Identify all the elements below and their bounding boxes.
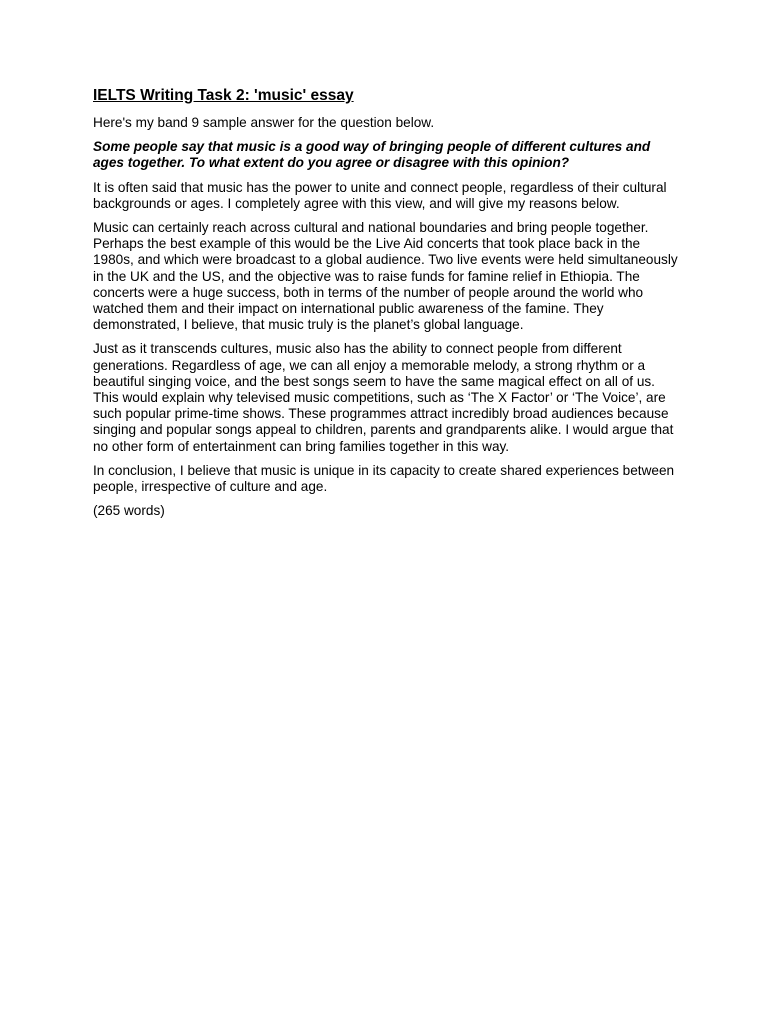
intro-text: Here's my band 9 sample answer for the question below. xyxy=(93,115,435,130)
paragraph-introduction: It is often said that music has the power to unite and connect people, regardless of their cultural backgrounds or ages. I completely agree with this view, and will give my reasons below. xyxy=(93,179,667,211)
paragraph-generations: Just as it transcends cultures, music also has the ability to connect people from different generations. Regardless of age, we can all enjoy a memorable melody, a strong rhythm or a beautiful singing voice, and the best songs seem to have the same magical effect on all of us. This would explain why televised music competitions, such as ‘The X Factor’ or ‘The Voice’, are such popular prime-time shows. These programmes attract incredibly broad audiences because singing and popular songs appeal to children, parents and grandparents alike. I would argue that no other form of entertainment can bring families together in this way. xyxy=(93,341,674,454)
essay-question: Some people say that music is a good way of bringing people of different cultures and ages together. To what extent do you agree or disagree with this opinion? xyxy=(93,139,651,171)
word-count: (265 words) xyxy=(93,503,165,519)
essay-title: IELTS Writing Task 2: 'music' essay xyxy=(93,87,354,104)
essay-content xyxy=(93,86,683,527)
paragraph-conclusion: In conclusion, I believe that music is unique in its capacity to create shared experiences between people, irrespective of culture and age. xyxy=(93,462,675,495)
paragraph-cultures: Music can certainly reach across cultural and national boundaries and bring people together. Perhaps the best example of this would be the Live Aid concerts that took place back in the 1980s, and which were broadcast to a global audience. Two live events were held simultaneously in the UK and the US, and the objective was to raise funds for famine relief in Ethiopia. The concerts were a huge success, both in terms of the number of people around the world who watched them and their impact on international public awareness of the famine. They demonstrated, I believe, that music truly is the planet’s global language. xyxy=(93,220,678,333)
